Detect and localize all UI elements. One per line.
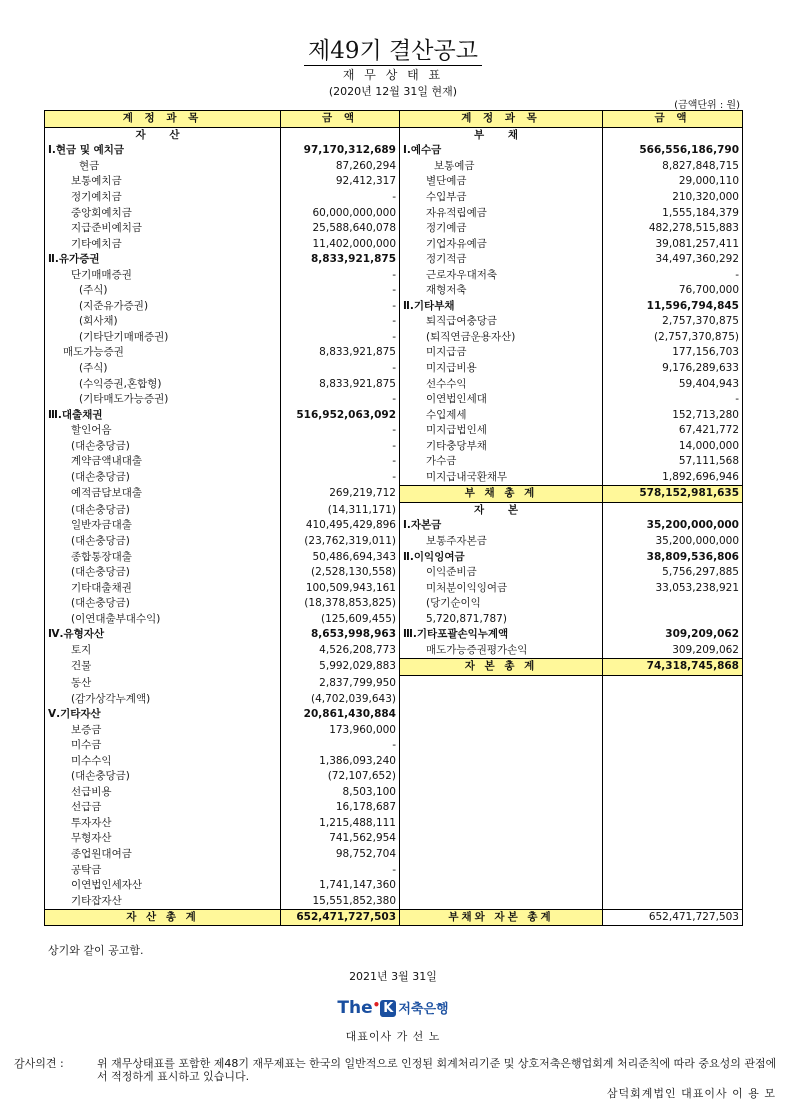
right-account: (퇴직연금운용자산) <box>400 330 603 346</box>
table-row <box>45 486 743 503</box>
left-amount: 11,402,000,000 <box>281 236 400 252</box>
left-account: 할인어음 <box>45 423 281 439</box>
left-amount <box>281 127 400 143</box>
logo-k-icon: K <box>380 1000 396 1017</box>
left-amount: (125,609,455) <box>281 612 400 628</box>
right-amount <box>603 800 743 816</box>
right-account: 보통예금 <box>400 159 603 175</box>
right-amount: 152,713,280 <box>603 407 743 423</box>
left-amount: 98,752,704 <box>281 847 400 863</box>
right-account: 근로자우대저축 <box>400 267 603 283</box>
left-amount: (18,378,853,825) <box>281 596 400 612</box>
right-amount: 210,320,000 <box>603 190 743 206</box>
left-account: 자 산 <box>45 127 281 143</box>
table-row <box>45 283 743 299</box>
table-row <box>45 236 743 252</box>
right-account: 이연법인세대 <box>400 392 603 408</box>
right-account: (당기순이익 <box>400 596 603 612</box>
right-account: 자유적립예금 <box>400 205 603 221</box>
table-row <box>45 800 743 816</box>
left-account: 계약금액내대출 <box>45 454 281 470</box>
currency-unit: (금액단위 : 원) <box>674 100 740 111</box>
left-amount: - <box>281 267 400 283</box>
left-amount: 1,386,093,240 <box>281 753 400 769</box>
left-account: (대손충당금) <box>45 565 281 581</box>
table-row <box>45 127 743 143</box>
table-row <box>45 580 743 596</box>
left-account: Ⅲ.대출채권 <box>45 407 281 423</box>
right-account <box>400 816 603 832</box>
left-account: (감가상각누계액) <box>45 691 281 707</box>
right-account <box>400 878 603 894</box>
left-account: 현금 <box>45 159 281 175</box>
left-amount: (23,762,319,011) <box>281 534 400 550</box>
table-row <box>45 221 743 237</box>
announcement-date: 2021년 3월 31일 <box>349 970 437 983</box>
left-amount: 173,960,000 <box>281 722 400 738</box>
right-account: 미지급금 <box>400 345 603 361</box>
right-amount: 35,200,000,000 <box>603 518 743 534</box>
notice-text: 상기와 같이 공고함. <box>48 944 144 957</box>
left-amount: 516,952,063,092 <box>281 407 400 423</box>
statement-subtitle: 재 무 상 태 표 <box>342 68 444 82</box>
right-amount <box>603 691 743 707</box>
left-account: 단기매매증권 <box>45 267 281 283</box>
left-account: (대손충당금) <box>45 769 281 785</box>
right-account: 수입부금 <box>400 190 603 206</box>
table-row <box>45 707 743 723</box>
left-amount: - <box>281 283 400 299</box>
left-amount: 741,562,954 <box>281 831 400 847</box>
left-account: 기타예치금 <box>45 236 281 252</box>
right-amount: 5,756,297,885 <box>603 565 743 581</box>
right-account <box>400 862 603 878</box>
table-row <box>45 438 743 454</box>
left-account: 정기예치금 <box>45 190 281 206</box>
right-account: Ⅲ.기타포괄손익누계액 <box>400 627 603 643</box>
header-amount-left: 금 액 <box>281 111 400 128</box>
right-account: 5,720,871,787) <box>400 612 603 628</box>
right-amount: 8,827,848,715 <box>603 159 743 175</box>
table-row <box>45 252 743 268</box>
left-amount: 92,412,317 <box>281 174 400 190</box>
table-row <box>45 190 743 206</box>
left-account: (주식) <box>45 283 281 299</box>
left-amount: 269,219,712 <box>281 486 400 503</box>
right-account: 이익준비금 <box>400 565 603 581</box>
left-amount: - <box>281 392 400 408</box>
right-account: 자 본 <box>400 502 603 518</box>
right-account: 매도가능증권평가손익 <box>400 643 603 659</box>
left-account: (대손충당금) <box>45 534 281 550</box>
balance-sheet-table <box>44 110 743 926</box>
left-account: 기타잡자산 <box>45 893 281 909</box>
table-row <box>45 159 743 175</box>
table-row <box>45 534 743 550</box>
right-amount: 35,200,000,000 <box>603 534 743 550</box>
auditor-signature: 삼덕회계법인 대표이사 이 용 모 <box>606 1087 776 1100</box>
right-account: 정기예금 <box>400 221 603 237</box>
left-amount: - <box>281 330 400 346</box>
left-amount: (72,107,652) <box>281 769 400 785</box>
left-account: 보통예치금 <box>45 174 281 190</box>
right-account <box>400 691 603 707</box>
table-row <box>45 675 743 691</box>
company-logo <box>0 998 786 1018</box>
right-amount: 38,809,536,806 <box>603 549 743 565</box>
right-account: Ⅰ.자본금 <box>400 518 603 534</box>
left-amount: 8,833,921,875 <box>281 376 400 392</box>
table-row <box>45 738 743 754</box>
left-account: (대손충당금) <box>45 502 281 518</box>
left-account: 동산 <box>45 675 281 691</box>
right-account: 미지급법인세 <box>400 423 603 439</box>
right-account: 미처분이익잉여금 <box>400 580 603 596</box>
left-amount: (4,702,039,643) <box>281 691 400 707</box>
logo-the: The <box>337 998 373 1018</box>
right-amount <box>603 831 743 847</box>
table-row <box>45 454 743 470</box>
right-amount: - <box>603 267 743 283</box>
left-amount: 100,509,943,161 <box>281 580 400 596</box>
right-amount <box>603 722 743 738</box>
left-account: 기타대출채권 <box>45 580 281 596</box>
left-amount: - <box>281 738 400 754</box>
page-title <box>0 32 786 65</box>
left-account: Ⅱ.유가증권 <box>45 252 281 268</box>
right-account: 가수금 <box>400 454 603 470</box>
left-account: (대손충당금) <box>45 470 281 486</box>
right-account <box>400 769 603 785</box>
right-account: Ⅰ.예수금 <box>400 143 603 159</box>
right-account: 부 채 총 계 <box>400 486 603 503</box>
right-account: 퇴직급여충당금 <box>400 314 603 330</box>
left-amount: - <box>281 314 400 330</box>
right-amount: 177,156,703 <box>603 345 743 361</box>
table-row <box>45 862 743 878</box>
table-row <box>45 314 743 330</box>
right-account <box>400 675 603 691</box>
table-row <box>45 502 743 518</box>
left-account: (기타단기매매증권) <box>45 330 281 346</box>
left-account: 보증금 <box>45 722 281 738</box>
table-row <box>45 330 743 346</box>
left-account: 매도가능증권 <box>45 345 281 361</box>
table-row <box>45 518 743 534</box>
table-row <box>45 596 743 612</box>
right-amount <box>603 675 743 691</box>
right-account: 별단예금 <box>400 174 603 190</box>
left-account: Ⅰ.현금 및 예치금 <box>45 143 281 159</box>
left-account: 토지 <box>45 643 281 659</box>
left-amount: - <box>281 862 400 878</box>
right-amount <box>603 707 743 723</box>
right-amount <box>603 753 743 769</box>
left-account: (대손충당금) <box>45 438 281 454</box>
left-amount: 8,653,998,963 <box>281 627 400 643</box>
left-amount: 60,000,000,000 <box>281 205 400 221</box>
table-body <box>45 127 743 909</box>
table-row <box>45 659 743 676</box>
right-account <box>400 847 603 863</box>
table-footer-row <box>45 909 743 926</box>
left-amount: 20,861,430,884 <box>281 707 400 723</box>
right-amount: 39,081,257,411 <box>603 236 743 252</box>
right-amount: (2,757,370,875) <box>603 330 743 346</box>
table-row <box>45 893 743 909</box>
right-amount <box>603 769 743 785</box>
right-amount <box>603 816 743 832</box>
right-account: Ⅱ.이익잉여금 <box>400 549 603 565</box>
table-row <box>45 299 743 315</box>
right-account: 기업자유예금 <box>400 236 603 252</box>
right-amount: 1,555,184,379 <box>603 205 743 221</box>
left-account: 선급금 <box>45 800 281 816</box>
table-row <box>45 612 743 628</box>
table-row <box>45 470 743 486</box>
right-account: 미지급비용 <box>400 361 603 377</box>
table-row <box>45 627 743 643</box>
right-amount: 67,421,772 <box>603 423 743 439</box>
left-account: (회사채) <box>45 314 281 330</box>
left-account: 지급준비예치금 <box>45 221 281 237</box>
left-account: (이연대출부대수익) <box>45 612 281 628</box>
right-amount <box>603 596 743 612</box>
header-account-right: 계 정 과 목 <box>400 111 603 128</box>
right-amount <box>603 878 743 894</box>
left-account: 예적금담보대출 <box>45 486 281 503</box>
right-account: Ⅱ.기타부채 <box>400 299 603 315</box>
right-amount: 59,404,943 <box>603 376 743 392</box>
left-account: (주식) <box>45 361 281 377</box>
asset-total-label: 자 산 총 계 <box>45 909 281 926</box>
left-amount: 25,588,640,078 <box>281 221 400 237</box>
table-row <box>45 785 743 801</box>
table-row <box>45 847 743 863</box>
right-amount <box>603 502 743 518</box>
right-account <box>400 753 603 769</box>
left-account: 공탁금 <box>45 862 281 878</box>
left-amount: 5,992,029,883 <box>281 659 400 676</box>
left-amount: - <box>281 438 400 454</box>
left-account: Ⅴ.기타자산 <box>45 707 281 723</box>
right-account <box>400 785 603 801</box>
logo-dot-icon: • <box>372 998 381 1012</box>
right-amount: 1,892,696,946 <box>603 470 743 486</box>
as-of-date: (2020년 12월 31일 현재) <box>328 85 458 98</box>
left-amount: 1,741,147,360 <box>281 878 400 894</box>
table-row <box>45 174 743 190</box>
left-account: (지준유가증권) <box>45 299 281 315</box>
left-account: 종업원대여금 <box>45 847 281 863</box>
left-amount: - <box>281 423 400 439</box>
left-amount: (2,528,130,558) <box>281 565 400 581</box>
table-row <box>45 565 743 581</box>
right-amount: - <box>603 392 743 408</box>
left-amount: 97,170,312,689 <box>281 143 400 159</box>
table-row <box>45 878 743 894</box>
left-amount: - <box>281 470 400 486</box>
right-amount: 309,209,062 <box>603 643 743 659</box>
audit-text: 위 재무상태표를 포함한 제48기 재무제표는 한국의 일반적으로 인정된 회계처리기준 및 상호저축은행업회계 처리준칙에 따라 중요성의 관점에서 적정하게 표시하고 있습니다. <box>97 1057 777 1083</box>
left-account: Ⅳ.유형자산 <box>45 627 281 643</box>
left-account: (기타매도가능증권) <box>45 392 281 408</box>
left-amount: 50,486,694,343 <box>281 549 400 565</box>
right-amount <box>603 127 743 143</box>
table-row <box>45 753 743 769</box>
left-amount: - <box>281 299 400 315</box>
right-account <box>400 738 603 754</box>
table-row <box>45 205 743 221</box>
right-amount: 34,497,360,292 <box>603 252 743 268</box>
right-account: 재형저축 <box>400 283 603 299</box>
left-account: (대손충당금) <box>45 596 281 612</box>
liab-equity-total-label: 부채와 자본 총계 <box>400 909 603 926</box>
right-amount <box>603 847 743 863</box>
right-amount: 33,053,238,921 <box>603 580 743 596</box>
right-amount: 482,278,515,883 <box>603 221 743 237</box>
right-amount: 2,757,370,875 <box>603 314 743 330</box>
header-account-left: 계 정 과 목 <box>45 111 281 128</box>
right-amount: 566,556,186,790 <box>603 143 743 159</box>
left-amount: 1,215,488,111 <box>281 816 400 832</box>
logo-bank-name: 저축은행 <box>398 1002 449 1017</box>
left-amount: 15,551,852,380 <box>281 893 400 909</box>
left-account: 무형자산 <box>45 831 281 847</box>
header-amount-right: 금 액 <box>603 111 743 128</box>
table-row <box>45 691 743 707</box>
right-amount <box>603 893 743 909</box>
left-amount: 8,833,921,875 <box>281 252 400 268</box>
right-account: 기타충당부채 <box>400 438 603 454</box>
table-row <box>45 267 743 283</box>
table-header-row <box>45 111 743 128</box>
left-amount: 87,260,294 <box>281 159 400 175</box>
left-account: 미수수익 <box>45 753 281 769</box>
left-account: 일반자금대출 <box>45 518 281 534</box>
table-row <box>45 376 743 392</box>
asset-total-value: 652,471,727,503 <box>281 909 400 926</box>
right-amount <box>603 785 743 801</box>
left-account: 미수금 <box>45 738 281 754</box>
left-account: 종합통장대출 <box>45 549 281 565</box>
right-account: 수입제세 <box>400 407 603 423</box>
table-row <box>45 722 743 738</box>
right-amount <box>603 862 743 878</box>
left-amount: 2,837,799,950 <box>281 675 400 691</box>
liab-equity-total-value: 652,471,727,503 <box>603 909 743 926</box>
right-amount: 57,111,568 <box>603 454 743 470</box>
table-row <box>45 423 743 439</box>
left-amount: 410,495,429,896 <box>281 518 400 534</box>
table-row <box>45 643 743 659</box>
title-text: 제49기 결산공고 <box>304 38 482 66</box>
right-account <box>400 893 603 909</box>
audit-label: 감사의견 : <box>14 1057 64 1070</box>
right-account: 자 본 총 계 <box>400 659 603 676</box>
left-account: 건물 <box>45 659 281 676</box>
left-account: 중앙회예치금 <box>45 205 281 221</box>
right-amount: 74,318,745,868 <box>603 659 743 676</box>
right-amount: 578,152,981,635 <box>603 486 743 503</box>
table-row <box>45 407 743 423</box>
right-account <box>400 722 603 738</box>
right-amount: 14,000,000 <box>603 438 743 454</box>
left-amount: - <box>281 361 400 377</box>
table-row <box>45 769 743 785</box>
ceo-signature: 대표이사 가 선 노 <box>345 1030 441 1043</box>
right-amount: 29,000,110 <box>603 174 743 190</box>
table-row <box>45 361 743 377</box>
right-account: 선수수익 <box>400 376 603 392</box>
right-account: 정기적금 <box>400 252 603 268</box>
right-amount: 9,176,289,633 <box>603 361 743 377</box>
left-amount: (14,311,171) <box>281 502 400 518</box>
right-account <box>400 707 603 723</box>
left-amount: - <box>281 454 400 470</box>
left-account: 선급비용 <box>45 785 281 801</box>
left-account: 투자자산 <box>45 816 281 832</box>
table-row <box>45 345 743 361</box>
left-account: (수익증권,혼합형) <box>45 376 281 392</box>
table-row <box>45 143 743 159</box>
right-amount: 76,700,000 <box>603 283 743 299</box>
right-amount: 309,209,062 <box>603 627 743 643</box>
right-account: 미지급내국환채무 <box>400 470 603 486</box>
table-row <box>45 816 743 832</box>
right-account <box>400 831 603 847</box>
left-account: 이연법인세자산 <box>45 878 281 894</box>
right-account: 부 채 <box>400 127 603 143</box>
right-amount <box>603 738 743 754</box>
right-amount: 11,596,794,845 <box>603 299 743 315</box>
table-row <box>45 831 743 847</box>
left-amount: - <box>281 190 400 206</box>
left-amount: 8,833,921,875 <box>281 345 400 361</box>
right-amount <box>603 612 743 628</box>
left-amount: 4,526,208,773 <box>281 643 400 659</box>
left-amount: 16,178,687 <box>281 800 400 816</box>
table-row <box>45 392 743 408</box>
right-account <box>400 800 603 816</box>
table-row <box>45 549 743 565</box>
left-amount: 8,503,100 <box>281 785 400 801</box>
right-account: 보통주자본금 <box>400 534 603 550</box>
